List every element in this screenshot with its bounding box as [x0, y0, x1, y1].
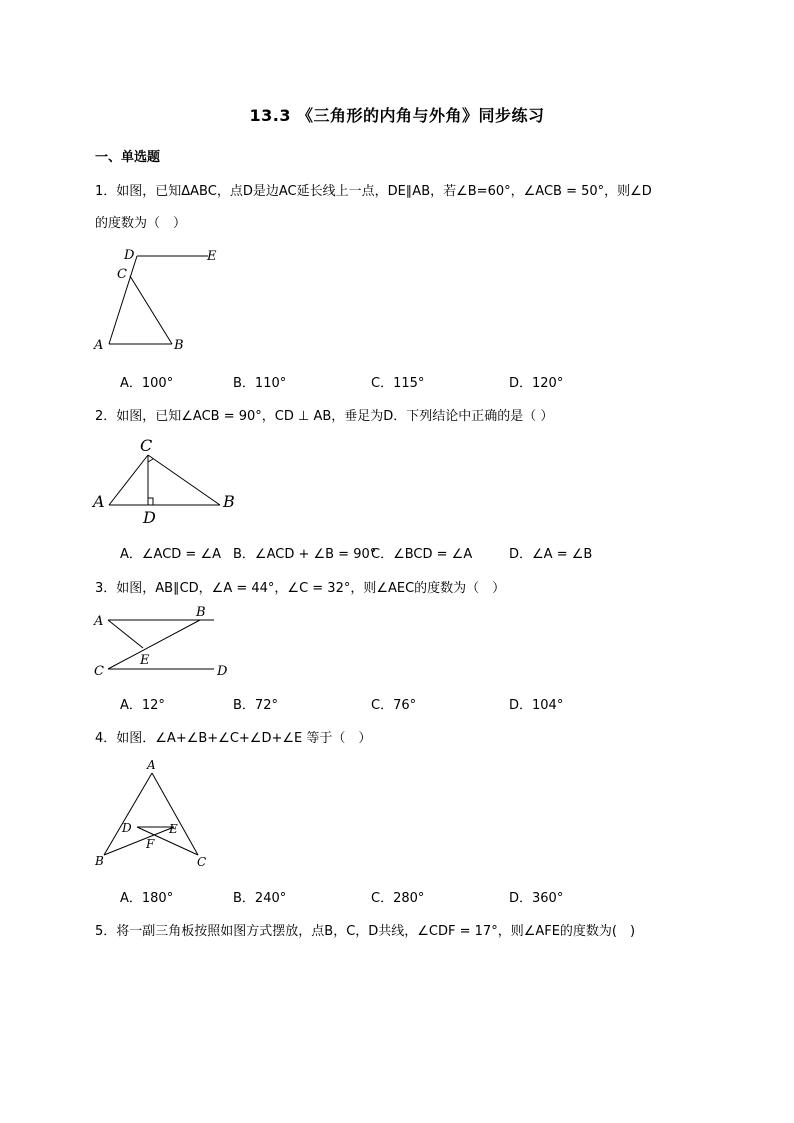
q2-label-d: D — [143, 508, 156, 527]
q4-option-a[interactable]: A．180° — [120, 891, 174, 906]
q1-label-c: C — [117, 267, 127, 282]
q2-label-c: C — [140, 436, 153, 455]
q4-label-c: C — [197, 855, 207, 869]
q2-option-c[interactable]: C．∠BCD = ∠A — [371, 547, 473, 562]
q3-label-e: E — [140, 653, 150, 668]
question-4-figure — [90, 755, 220, 873]
question-4-text: 4．如图．∠A+∠B+∠C+∠D+∠E 等于（ ） — [95, 731, 372, 746]
q2-option-a[interactable]: A．∠ACD = ∠A — [120, 547, 222, 562]
q4-option-c[interactable]: C．280° — [371, 891, 425, 906]
question-5-text: 5．将一副三角板按照如图方式摆放，点B，C，D共线，∠CDF = 17°，则∠AFE的度数为( ) — [95, 924, 636, 939]
q3-label-b: B — [196, 605, 206, 620]
question-1-figure — [90, 243, 230, 353]
question-3-figure — [90, 603, 240, 681]
q1-option-c[interactable]: C．115° — [371, 376, 425, 391]
q3-label-c: C — [94, 664, 104, 679]
q1-label-a: A — [94, 338, 104, 353]
question-2-text: 2．如图，已知∠ACB = 90°，CD ⊥ AB，垂足为D．下列结论中正确的是（ ） — [95, 409, 554, 424]
q4-label-a: A — [147, 758, 156, 772]
question-2-figure — [90, 435, 240, 527]
q3-option-b[interactable]: B．72° — [233, 698, 278, 713]
q3-option-c[interactable]: C．76° — [371, 698, 417, 713]
q1-option-a[interactable]: A．100° — [120, 376, 174, 391]
q2-label-a: A — [93, 492, 105, 511]
q1-label-e: E — [207, 249, 217, 264]
q2-option-b[interactable]: B．∠ACD + ∠B = 90° — [233, 547, 377, 562]
page-title: 13.3 《三角形的内角与外角》同步练习 — [249, 106, 545, 125]
question-3-text: 3．如图，AB∥CD，∠A = 44°，∠C = 32°，则∠AEC的度数为（ ） — [95, 581, 506, 596]
q4-option-b[interactable]: B．240° — [233, 891, 287, 906]
q1-option-b[interactable]: B．110° — [233, 376, 287, 391]
q3-option-d[interactable]: D．104° — [509, 698, 564, 713]
q1-label-d: D — [124, 248, 135, 263]
q3-label-a: A — [94, 614, 104, 629]
question-1-text-cont: 的度数为（ ） — [95, 216, 187, 231]
question-1-text: 1．如图，已知ΔABC，点D是边AC延长线上一点，DE∥AB，若∠B=60°，∠ACB = 50°，则∠D — [95, 184, 652, 199]
q4-label-e: E — [169, 822, 178, 836]
q4-label-d: D — [122, 821, 132, 835]
q4-label-b: B — [95, 854, 104, 868]
q2-option-d[interactable]: D．∠A = ∠B — [509, 547, 593, 562]
q4-option-d[interactable]: D．360° — [509, 891, 564, 906]
q3-option-a[interactable]: A．12° — [120, 698, 165, 713]
q2-label-b: B — [223, 492, 235, 511]
q3-label-d: D — [217, 664, 228, 679]
q1-option-d[interactable]: D．120° — [509, 376, 564, 391]
q4-label-f: F — [146, 837, 155, 851]
q1-label-b: B — [174, 338, 184, 353]
section-heading: 一、单选题 — [95, 150, 161, 165]
